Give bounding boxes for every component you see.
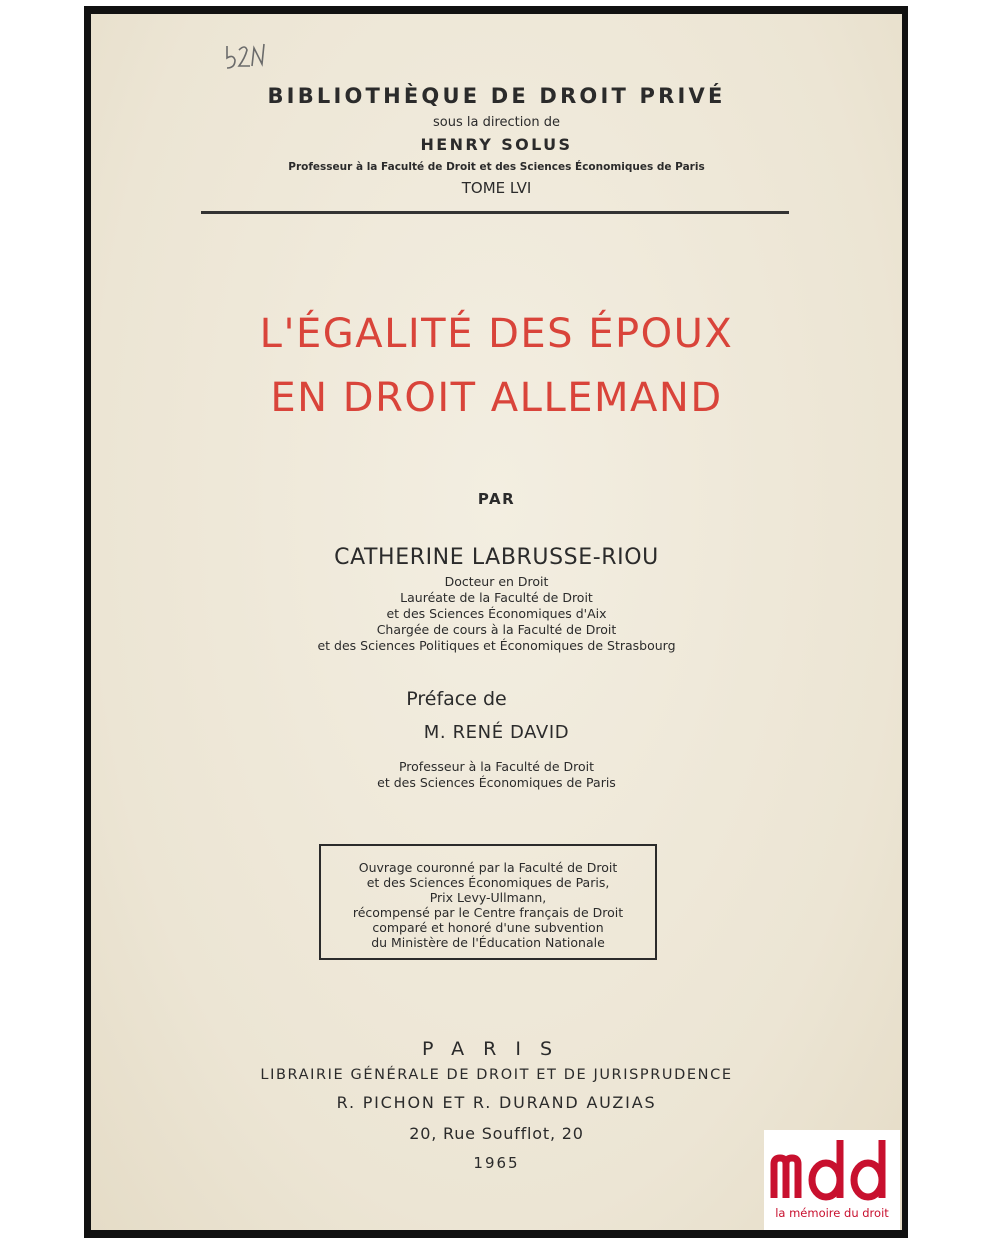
book-cover: [91, 14, 902, 1230]
divider-rule: [201, 211, 789, 214]
by-label: PAR: [477, 490, 516, 508]
publication-city: PARIS: [421, 1038, 572, 1060]
preface-label: Préface de: [406, 688, 507, 710]
preface-affiliation: et des Sciences Économiques de Paris: [377, 775, 616, 790]
mdd-logo: [764, 1130, 900, 1230]
book-title-line-2: EN DROIT ALLEMAND: [270, 375, 723, 421]
editor-affiliation: Professeur à la Faculté de Droit et des Sciences Économiques de Paris: [288, 161, 705, 173]
award-line: du Ministère de l'Éducation Nationale: [371, 935, 605, 950]
author-credential: Lauréate de la Faculté de Droit: [400, 590, 593, 605]
author-name: CATHERINE LABRUSSE-RIOU: [334, 545, 659, 570]
book-title-line-1: L'ÉGALITÉ DES ÉPOUX: [259, 311, 734, 357]
preface-author: M. RENÉ DAVID: [423, 722, 570, 743]
award-line: et des Sciences Économiques de Paris,: [366, 875, 610, 890]
award-line: comparé et honoré d'une subvention: [372, 920, 604, 935]
author-credential: Docteur en Droit: [444, 574, 549, 589]
award-line: récompensé par le Centre français de Droit: [352, 905, 624, 920]
publisher-owners: R. PICHON ET R. DURAND AUZIAS: [336, 1093, 657, 1112]
award-line: Ouvrage couronné par la Faculté de Droit: [358, 860, 618, 875]
author-credential: et des Sciences Économiques d'Aix: [386, 606, 607, 621]
mdd-logo-mark: [768, 1134, 896, 1204]
author-credential: Chargée de cours à la Faculté de Droit: [376, 622, 617, 637]
publisher-name: LIBRAIRIE GÉNÉRALE DE DROIT ET DE JURISPRUDENCE: [260, 1067, 733, 1083]
tome-number: TOME LVI: [461, 179, 532, 197]
series-editor: HENRY SOLUS: [420, 135, 573, 154]
preface-affiliation: Professeur à la Faculté de Droit: [398, 759, 595, 774]
author-credential: et des Sciences Politiques et Économiques de Strasbourg: [317, 638, 676, 653]
handwritten-note: [223, 38, 267, 78]
publication-year: 1965: [473, 1154, 520, 1172]
series-title: BIBLIOTHÈQUE DE DROIT PRIVÉ: [267, 84, 726, 108]
award-box: [319, 844, 657, 960]
award-line: Prix Levy-Ullmann,: [429, 890, 547, 905]
direction-label: sous la direction de: [433, 115, 560, 130]
logo-tagline: la mémoire du droit: [775, 1206, 889, 1220]
publisher-address: 20, Rue Soufflot, 20: [409, 1124, 584, 1143]
